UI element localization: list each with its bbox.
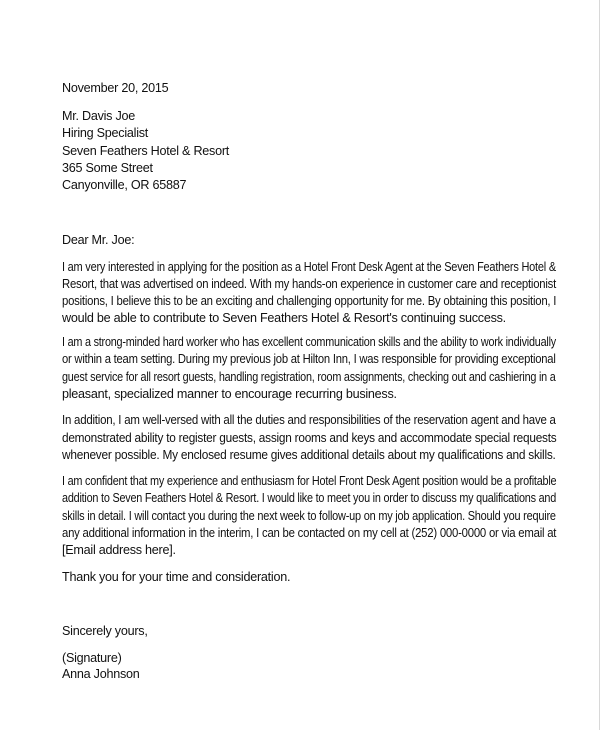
paragraph-3-line: demonstrated ability to register guests, assign rooms and keys and accommodate special requests	[62, 431, 557, 445]
recipient-title: Hiring Specialist	[62, 126, 149, 140]
closing: Sincerely yours,	[62, 624, 148, 638]
paragraph-1-line: I am very interested in applying for the position as a Hotel Front Desk Agent at the Seven Feathers Hotel &	[62, 260, 556, 274]
paragraph-4-line: skills in detail. I will contact you during the next week to follow-up on my job application. Should you require	[62, 509, 556, 523]
paragraph-1-line: positions, I believe this to be an exciting and challenging opportunity for me. By obtaining this position, I	[62, 294, 557, 308]
letter-date: November 20, 2015	[62, 81, 169, 95]
signature-placeholder: (Signature)	[62, 651, 122, 665]
recipient-city: Canyonville, OR 65887	[62, 178, 187, 192]
paragraph-2-line: I am a strong-minded hard worker who has excellent communication skills and the ability to work individually	[62, 335, 556, 349]
paragraph-1-line: would be able to contribute to Seven Feathers Hotel & Resort's continuing success.	[62, 311, 506, 325]
paragraph-4-line: I am confident that my experience and enthusiasm for Hotel Front Desk Agent position would be a profitable	[62, 474, 557, 488]
paragraph-3-line: whenever possible. My enclosed resume gives additional details about my qualifications and skills.	[62, 448, 556, 462]
paragraph-4-line: addition to Seven Feathers Hotel & Resort. I would like to meet you in order to discuss my qualifications and	[62, 491, 557, 505]
recipient-street: 365 Some Street	[62, 161, 153, 175]
recipient-company: Seven Feathers Hotel & Resort	[62, 144, 230, 158]
paragraph-2-line: or within a team setting. During my previous job at Hilton Inn, I was responsible for providing exceptional	[62, 352, 556, 366]
paragraph-5-line: Thank you for your time and consideration.	[62, 570, 291, 584]
sender-name: Anna Johnson	[62, 667, 140, 681]
paragraph-2-line: pleasant, specialized manner to encourage recurring business.	[62, 387, 397, 401]
paragraph-4-line: any additional information in the interim, I can be contacted on my cell at (252) 000-0000 or via email at	[62, 526, 557, 540]
paragraph-2-line: guest service for all resort guests, handling registration, room assignments, checking out and cashiering in a	[62, 370, 556, 384]
salutation: Dear Mr. Joe:	[62, 233, 135, 247]
paragraph-4-line: [Email address here].	[62, 543, 176, 557]
paragraph-3-line: In addition, I am well-versed with all the duties and responsibilities of the reservation agent and have a	[62, 413, 556, 427]
recipient-name: Mr. Davis Joe	[62, 109, 136, 123]
paragraph-1-line: Resort, that was advertised on indeed. With my hands-on experience in customer care and receptionist	[62, 277, 557, 291]
